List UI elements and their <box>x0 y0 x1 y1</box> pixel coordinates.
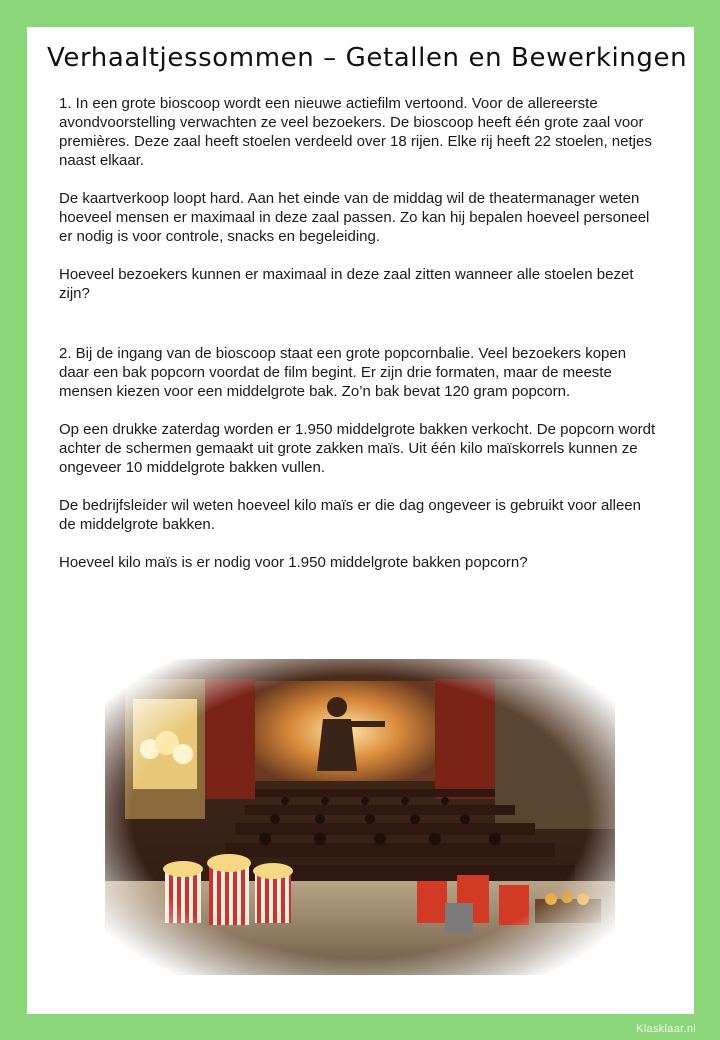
problem-1-intro: 1. In een grote bioscoop wordt een nieuwe actiefilm vertoond. Voor de allereerste avondvoorstelling verwachten ze veel bezoekers. De bioscoop heeft één grote zaal voor premières. Deze zaal heeft stoelen verdeeld over 18 rijen. Elke rij heeft 22 stoelen, netjes naast elkaar. <box>59 95 652 169</box>
problem-1 <box>59 94 659 303</box>
page-title: Verhaaltjessommen – Getallen en Bewerkingen <box>47 43 688 73</box>
problem-1-context: De kaartverkoop loopt hard. Aan het einde van de middag wil de theatermanager weten hoeveel mensen er maximaal in deze zaal passen. Zo kan hij bepalen hoeveel personeel er nodig is voor controle, snacks en begeleiding. <box>59 190 650 245</box>
problem-2-goal: De bedrijfsleider wil weten hoeveel kilo maïs er die dag ongeveer is gebruikt voor alleen de middelgrote bakken. <box>59 497 641 533</box>
vignette <box>105 659 615 975</box>
worksheet <box>27 27 694 1014</box>
problem-2 <box>59 344 659 572</box>
problem-1-question: Hoeveel bezoekers kunnen er maximaal in deze zaal zitten wanneer alle stoelen bezet zijn? <box>59 266 634 302</box>
problem-2-intro: 2. Bij de ingang van de bioscoop staat een grote popcornbalie. Veel bezoekers kopen daar een bak popcorn voordat de film begint. Er zijn drie formaten, maar de meeste mensen kiezen voor een middelgrote bak. Zo’n bak bevat 120 gram popcorn. <box>59 345 627 400</box>
problem-2-context: Op een drukke zaterdag worden er 1.950 middelgrote bakken verkocht. De popcorn wordt achter de schermen gemaakt uit grote zakken maïs. Uit één kilo maïskorrels kunnen ze ongeveer 10 middelgrote bakken vullen. <box>59 421 656 476</box>
footer-brand: Klasklaar.nl <box>636 1023 696 1035</box>
cinema-illustration <box>105 659 615 975</box>
problem-2-question: Hoeveel kilo maïs is er nodig voor 1.950 middelgrote bakken popcorn? <box>59 554 528 571</box>
